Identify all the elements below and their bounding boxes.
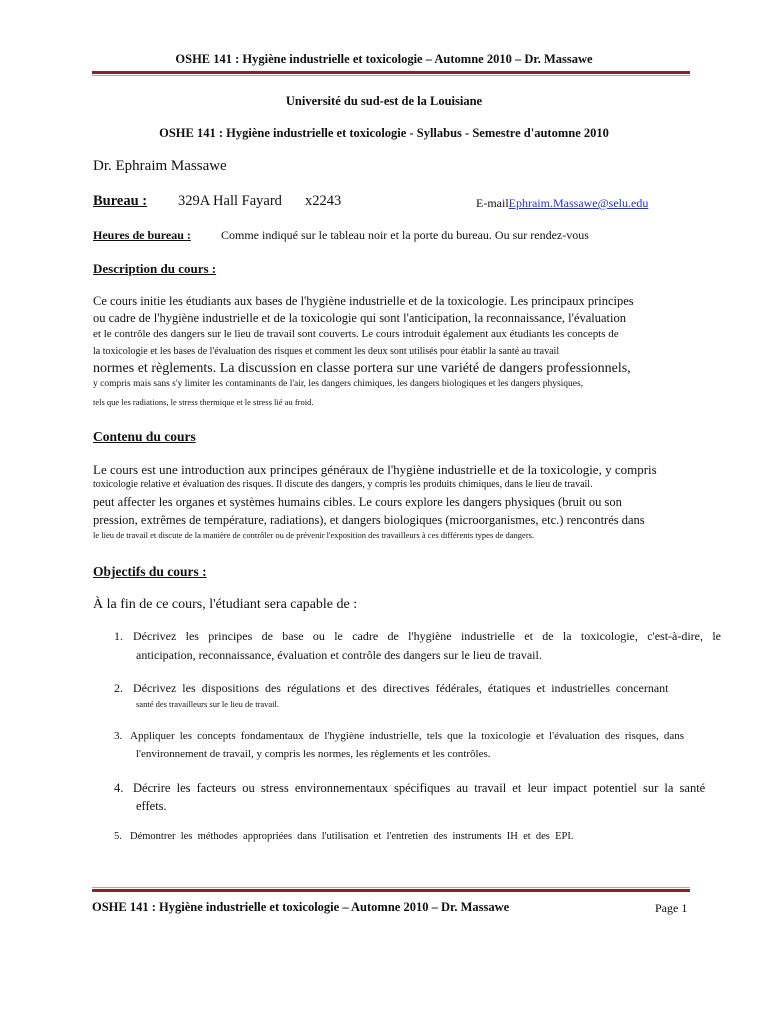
email-link[interactable]: Ephraim.Massawe@selu.edu <box>508 196 649 210</box>
content-heading: Contenu du cours <box>93 429 196 444</box>
office-room: 329A Hall Fayard <box>178 193 282 209</box>
description-heading: Description du cours : <box>93 261 217 276</box>
content-line: peut affecter les organes et systèmes humains cibles. Le cours explore les dangers physiques (bruit ou son <box>93 495 622 509</box>
email-row <box>476 196 648 211</box>
page-header: OSHE 141 : Hygiène industrielle et toxicologie – Automne 2010 – Dr. Massawe <box>175 52 593 66</box>
description-line: y compris mais sans s'y limiter les contaminants de l'air, les dangers chimiques, les dangers biologiques et les dangers physiques, <box>93 379 584 389</box>
university-title: Université du sud-est de la Louisiane <box>285 94 483 108</box>
page-footer: OSHE 141 : Hygiène industrielle et toxicologie – Automne 2010 – Dr. Massawe <box>92 900 510 914</box>
office-hours-label: Heures de bureau : <box>93 228 191 242</box>
office-hours-value: Comme indiqué sur le tableau noir et la porte du bureau. Ou sur rendez-vous <box>221 228 589 242</box>
description-line: la toxicologie et les bases de l'évaluation des risques et comment les deux sont utilisés pour établir la santé au travail <box>93 346 560 357</box>
content-line: toxicologie relative et évaluation des risques. Il discute des dangers, y compris les produits chimiques, dans le lieu de travail. <box>93 479 593 490</box>
objective-text: Démontrer les méthodes appropriées dans l'utilisation et l'entretien des instruments IH et des EPI. <box>130 831 574 842</box>
header-rule <box>92 71 690 74</box>
objectives-intro: À la fin de ce cours, l'étudiant sera capable de : <box>93 597 358 612</box>
objective-number: 2. <box>114 681 123 695</box>
description-line: et le contrôle des dangers sur le lieu de travail sont couverts. Le cours introduit également aux étudiants les concepts de <box>93 328 619 340</box>
objective-text: l'environnement de travail, y compris les normes, les règlements et les contrôles. <box>136 748 491 760</box>
syllabus-title: OSHE 141 : Hygiène industrielle et toxicologie - Syllabus - Semestre d'automne 2010 <box>159 126 609 140</box>
objective-number: 4. <box>114 781 124 795</box>
header-rule-thin <box>92 75 690 76</box>
description-line: normes et règlements. La discussion en classe portera sur une variété de dangers professionnels, <box>93 361 631 376</box>
objective-text: anticipation, reconnaissance, évaluation et contrôle des dangers sur le lieu de travail. <box>136 648 542 662</box>
email-label: E-mail <box>476 196 509 210</box>
office-phone: x2243 <box>305 193 342 209</box>
instructor-name: Dr. Ephraim Massawe <box>93 158 227 174</box>
footer-rule-thin <box>92 887 690 888</box>
footer-rule <box>92 889 690 892</box>
objective-number: 3. <box>114 730 123 742</box>
content-line: Le cours est une introduction aux principes généraux de l'hygiène industrielle et de la toxicologie, y compris <box>93 462 657 477</box>
content-line: pression, extrêmes de température, radiations), et dangers biologiques (microorganismes, etc.) rencontrés dans <box>93 513 645 527</box>
objective-text: Appliquer les concepts fondamentaux de l'hygiène industrielle, tels que la toxicologie et l'évaluation des risques, dans <box>130 730 685 742</box>
objective-text: effets. <box>136 799 167 813</box>
objective-number: 1. <box>114 629 123 643</box>
description-line: ou cadre de l'hygiène industrielle et de la toxicologie qui sont l'anticipation, la reconnaissance, l'évaluation <box>93 311 626 325</box>
objectives-heading: Objectifs du cours : <box>93 564 207 579</box>
description-line: tels que les radiations, le stress thermique et le stress lié au froid. <box>93 397 314 407</box>
objective-number: 5. <box>114 831 122 842</box>
objective-text: Décrire les facteurs ou stress environnementaux spécifiques au travail et leur impact potentiel sur la santé <box>133 781 706 795</box>
objective-text: Décrivez les dispositions des régulations et des directives fédérales, étatiques et industrielles concernant <box>133 681 669 695</box>
content-line: le lieu de travail et discute de la manière de contrôler ou de prévenir l'exposition des travailleurs à ces différents types de dangers. <box>93 530 535 540</box>
objective-text: Décrivez les principes de base ou le cadre de l'hygiène industrielle et de la toxicologie, c'est-à-dire, le <box>133 629 721 643</box>
page-number: Page 1 <box>655 901 688 915</box>
office-label: Bureau : <box>93 193 148 209</box>
description-line: Ce cours initie les étudiants aux bases de l'hygiène industrielle et de la toxicologie. Les principaux principes <box>93 294 634 308</box>
objective-text: santé des travailleurs sur le lieu de travail. <box>136 699 280 709</box>
